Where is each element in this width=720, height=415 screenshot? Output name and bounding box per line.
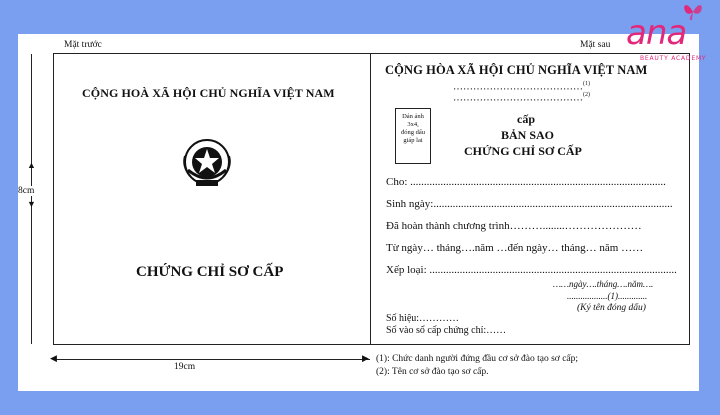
photo-placeholder — [395, 108, 431, 164]
arrow-right-icon: ▶ — [362, 353, 369, 363]
front-certificate-title: CHỨNG CHỈ SƠ CẤP — [136, 264, 284, 280]
arrow-up-icon: ▲ — [27, 160, 36, 170]
institution-line-1-note: (1) — [583, 81, 590, 87]
registry-number: Số vào sổ cấp chứng chỉ:…… — [386, 325, 507, 336]
back-card — [370, 53, 690, 345]
height-label: 8cm — [18, 186, 35, 196]
institution-line-1-dots: ………………………………… — [453, 81, 583, 93]
photo-text-1: Dán ảnh — [402, 113, 424, 120]
back-certificate-title: CHỨNG CHỈ SƠ CẤP — [464, 144, 582, 158]
issue-date-line: ……ngày….tháng….năm…. — [553, 279, 654, 289]
institution-line-2-note: (2) — [583, 92, 590, 98]
field-recipient: Cho: ............................................................................................. — [386, 176, 666, 188]
back-country-heading: CỘNG HÒA XÃ HỘI CHỦ NGHĨA VIỆT NAM — [385, 63, 648, 77]
signature-note: (Ký tên đóng dấu) — [577, 303, 646, 313]
photo-text-2: 3x4, — [407, 121, 419, 128]
copy-label: BẢN SAO — [501, 128, 555, 142]
footnote-1: (1): Chức danh người đứng đầu cơ sở đào tạo sơ cấp; — [376, 354, 579, 364]
field-program: Đã hoàn thành chương trình………........………………… — [386, 220, 642, 232]
field-grade: Xếp loại: .......................................................................................... — [386, 264, 677, 276]
front-side-label: Mặt trước — [64, 40, 102, 50]
front-country-heading: CỘNG HOÀ XÃ HỘI CHỦ NGHĨA VIỆT NAM — [82, 86, 335, 100]
certificate-sheet — [18, 34, 699, 391]
field-birth-date: Sinh ngày:....................................................................................... — [386, 198, 673, 210]
logo-wordmark: ana — [626, 13, 687, 53]
national-emblem-icon — [180, 136, 234, 192]
field-date-range: Từ ngày… tháng….năm …đến ngày… tháng… năm …… — [386, 242, 644, 254]
logo-subtitle: BEAUTY ACADEMY — [640, 55, 707, 62]
back-side-label: Mặt sau — [580, 40, 611, 50]
footnote-2: (2): Tên cơ sở đào tạo sơ cấp. — [376, 367, 489, 377]
width-dimension-line — [54, 359, 370, 360]
photo-text-3: đóng dấu — [400, 129, 425, 136]
arrow-left-icon: ◀ — [50, 353, 57, 363]
serial-number: Số hiệu:………… — [386, 313, 460, 324]
issue-word: cấp — [517, 112, 535, 126]
photo-text-4: giáp lai — [403, 137, 423, 144]
institution-line-2-dots: ………………………………… — [453, 92, 583, 104]
signer-line: ..................(1)............. — [567, 291, 648, 301]
arrow-down-icon: ▼ — [27, 199, 36, 209]
institution-line-2 — [453, 92, 590, 103]
institution-line-1 — [453, 81, 590, 92]
width-label: 19cm — [174, 362, 196, 372]
front-card — [53, 53, 371, 345]
